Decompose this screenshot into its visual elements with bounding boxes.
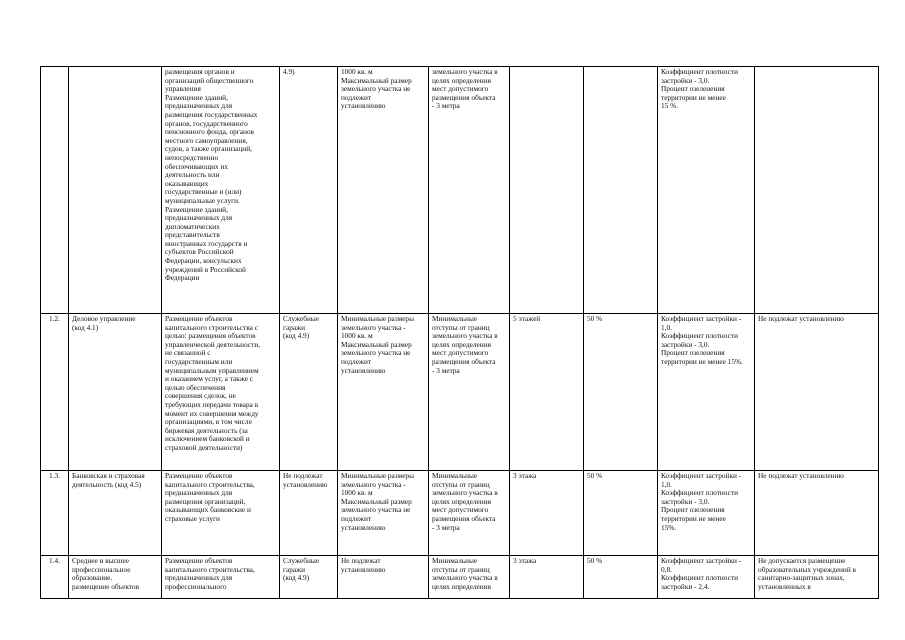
auxiliary-use-cell: Не подлежат установлению bbox=[280, 471, 338, 556]
use-name-cell: Деловое управление (код 4.1) bbox=[69, 314, 162, 471]
auxiliary-use-cell: Служебные гаражи (код 4.9) bbox=[280, 314, 338, 471]
restrictions-cell: Не подлежат установлению bbox=[755, 471, 879, 556]
floors-cell bbox=[510, 67, 584, 314]
table-row bbox=[41, 556, 879, 599]
plot-size-cell: Минимальные размеры земельного участка - 1000 кв. м Максимальный размер земельного участка не подлежит установлению bbox=[338, 471, 429, 556]
restrictions-cell: Не допускается размещение образовательных учреждений в санитарно-защитных зонах, установленных в bbox=[755, 556, 879, 599]
use-name-cell: Банковская и страховая деятельность (код 4.5) bbox=[69, 471, 162, 556]
use-name-cell: Среднее и высшее профессиональное образование. размещение объектов bbox=[69, 556, 162, 599]
auxiliary-use-cell: 4.9) bbox=[280, 67, 338, 314]
row-number-cell: 1.2. bbox=[41, 314, 69, 471]
table-row bbox=[41, 314, 879, 471]
auxiliary-use-cell: Служебные гаражи (код 4.9) bbox=[280, 556, 338, 599]
use-name-cell bbox=[69, 67, 162, 314]
table-row bbox=[41, 67, 879, 314]
row-number-cell: 1.3. bbox=[41, 471, 69, 556]
table-row bbox=[41, 471, 879, 556]
coverage-cell: 50 % bbox=[584, 556, 658, 599]
restrictions-cell: Не подлежат установлению bbox=[755, 314, 879, 471]
row-number-cell: 1.4. bbox=[41, 556, 69, 599]
floors-cell: 3 этажа bbox=[510, 471, 584, 556]
setbacks-cell: земельного участка в целях определения мест допустимого размещения объекта - 3 метра bbox=[429, 67, 510, 314]
coverage-cell: 50 % bbox=[584, 471, 658, 556]
setbacks-cell: Минимальные отступы от границ земельного участка в целях определения bbox=[429, 556, 510, 599]
setbacks-cell: Минимальные отступы от границ земельного участка в целях определения мест допустимого размещения объекта - 3 метра bbox=[429, 314, 510, 471]
restrictions-cell bbox=[755, 67, 879, 314]
zoning-regulations-table bbox=[40, 66, 879, 599]
use-description-cell: Размещение объектов капитального строительства, предназначенных для размещения организаций, оказывающих банковские и страховые услуги bbox=[162, 471, 280, 556]
plot-size-cell: Минимальные размеры земельного участка - 1000 кв. м Максимальный размер земельного участка не подлежит установлению bbox=[338, 314, 429, 471]
density-cell: Коэффициент застройки - 1,0. Коэффициент плотности застройки - 3,0. Процент озеленения территории не менее 15%. bbox=[658, 314, 755, 471]
use-description-cell: Размещение объектов капитального строительства с целью: размещения объектов управленческой деятельности, не связанной с государственным или муниципальным управлением и оказанием услуг, а также с целью обеспечения совершения сделок, не требующих передачи товара в момент их совершения между организациями, в том числе биржевая деятельность (за исключением банковской и страховой деятельности) bbox=[162, 314, 280, 471]
coverage-cell bbox=[584, 67, 658, 314]
density-cell: Коэффициент застройки - 0,8. Коэффициент плотности застройки - 2,4. bbox=[658, 556, 755, 599]
setbacks-cell: Минимальные отступы от границ земельного участка в целях определения мест допустимого размещения объекта - 3 метра bbox=[429, 471, 510, 556]
row-number-cell bbox=[41, 67, 69, 314]
coverage-cell: 50 % bbox=[584, 314, 658, 471]
density-cell: Коэффициент застройки - 1,0. Коэффициент плотности застройки - 3,0. Процент озеленения территории не менее 15%. bbox=[658, 471, 755, 556]
use-description-cell: Размещение объектов капитального строительства, предназначенных для профессионального bbox=[162, 556, 280, 599]
floors-cell: 3 этажа bbox=[510, 556, 584, 599]
floors-cell: 5 этажей bbox=[510, 314, 584, 471]
use-description-cell: размещения органов и организаций общественного управления Размещение зданий, предназначенных для размещения государственных органов, государственного пенсионного фонда, органов местного самоуправления, судов, а также организаций, непосредственно обеспечивающих их деятельность или оказывающих государственные и (или) муниципальные услуги. Размещение зданий, предназначенных для дипломатических представительств иностранных государств и субъектов Российской Федерации, консульских учреждений в Российской Федерации bbox=[162, 67, 280, 314]
plot-size-cell: Не подлежат установлению bbox=[338, 556, 429, 599]
density-cell: Коэффициент плотности застройки - 3,0. Процент озеленения территории не менее 15 %. bbox=[658, 67, 755, 314]
plot-size-cell: 1000 кв. м Максимальный размер земельного участка не подлежит установлению bbox=[338, 67, 429, 314]
